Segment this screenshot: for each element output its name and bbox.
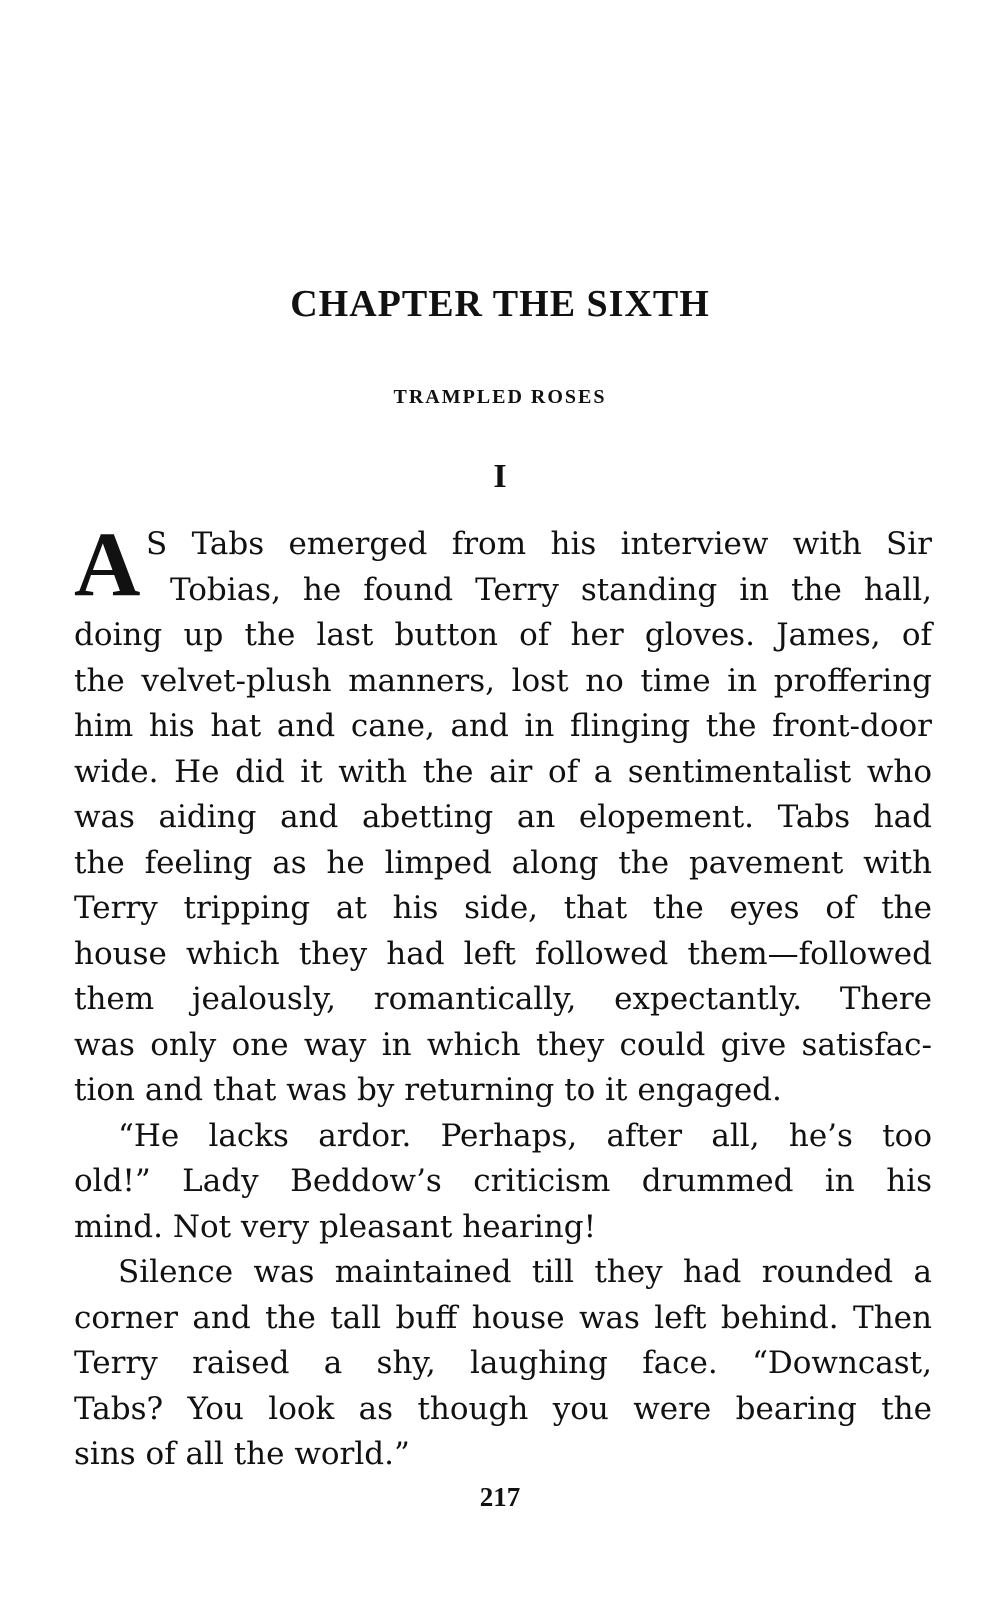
text-line: the feeling as he limped along the pavement with: [74, 844, 932, 881]
text-line: “He lacks ardor. Perhaps, after all, he’s too: [118, 1117, 932, 1154]
text-line: the velvet-plush manners, lost no time in proffering: [74, 662, 932, 699]
chapter-title: CHAPTER THE SIXTH: [290, 283, 710, 325]
text-line: old!” Lady Beddow’s criticism drummed in his: [74, 1163, 932, 1199]
drop-cap: A: [74, 513, 141, 615]
page-number: 217: [479, 1482, 521, 1512]
text-line: Terry raised a shy, laughing face. “Downcast,: [74, 1345, 932, 1381]
chapter-subtitle: TRAMPLED ROSES: [393, 386, 607, 408]
text-line: doing up the last button of her gloves. James, of: [74, 617, 932, 653]
text-line: tion and that was by returning to it engaged.: [74, 1072, 782, 1108]
section-number: I: [493, 458, 507, 495]
text-line: was only one way in which they could give satisfac-: [74, 1026, 932, 1063]
text-line: Silence was maintained till they had rounded a: [118, 1254, 932, 1290]
text-line: Terry tripping at his side, that the eyes of the: [74, 890, 932, 926]
paragraph-2: [74, 1114, 932, 1251]
text-line: wide. He did it with the air of a sentimentalist who: [74, 753, 932, 790]
text-line: them jealously, romantically, expectantly. There: [74, 981, 932, 1017]
text-line: house which they had left followed them—followed: [74, 935, 932, 972]
paragraph-3: [74, 1250, 932, 1478]
text-line: S Tabs emerged from his interview with Sir: [146, 526, 932, 562]
body-text: [74, 513, 932, 1478]
text-line: mind. Not very pleasant hearing!: [74, 1208, 597, 1245]
text-line: him his hat and cane, and in flinging the front-door: [74, 708, 932, 744]
text-line: corner and the tall buff house was left behind. Then: [74, 1299, 932, 1336]
text-line: Tabs? You look as though you were bearing the: [74, 1390, 932, 1427]
text-line: Tobias, he found Terry standing in the hall,: [170, 571, 932, 608]
text-line: sins of all the world.”: [74, 1436, 410, 1472]
paragraph-1: [74, 513, 932, 1114]
text-line: was aiding and abetting an elopement. Tabs had: [74, 799, 932, 835]
